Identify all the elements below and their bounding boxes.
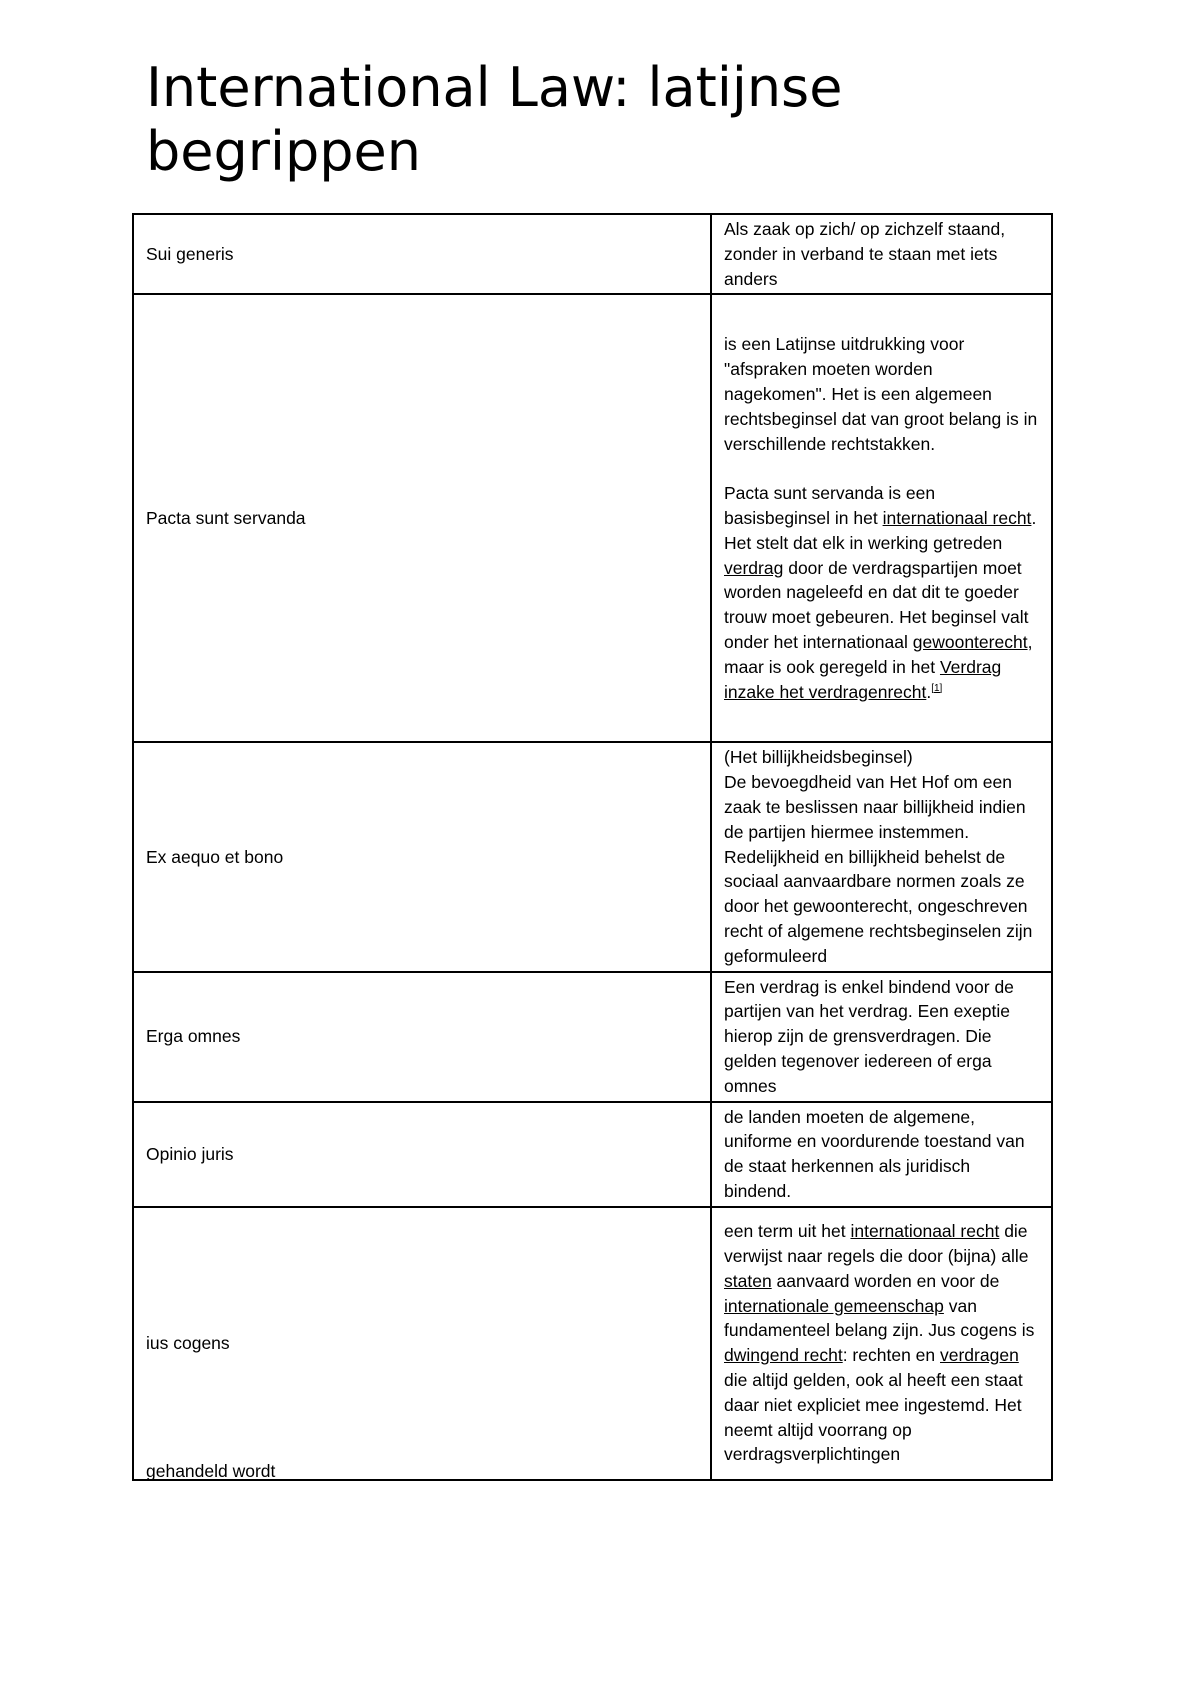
term-cell: Opinio juris [133,1102,711,1207]
trailing-text: gehandeld wordt [146,1461,276,1481]
table-row [133,294,1052,742]
text-fragment: aanvaard worden en voor de [771,1270,1000,1291]
link-staten[interactable]: staten [724,1270,772,1291]
definition-cell [711,1207,1052,1480]
text-fragment: die altijd gelden, ook al heeft een staat daar niet expliciet mee ingestemd. Het neemt altijd voorrang op verdragsverplichtingen [724,1370,1023,1465]
text-fragment: van fundamenteel belang zijn. Jus cogens is [724,1295,1035,1341]
link-internationaal-recht[interactable]: internationaal recht [850,1221,1000,1242]
text-fragment: : rechten en [842,1345,940,1366]
definition-text: de landen moeten de algemene, uniforme en voordurende toestand van de staat herkennen als juridisch bindend. [724,1106,1025,1201]
term-cell: Sui generis [133,214,711,294]
link-verdrag-inzake-het-verdragenrecht[interactable]: Verdrag inzake het verdragenrecht [724,656,1002,702]
text-fragment: die verwijst naar regels die door (bijna) alle [724,1221,1029,1267]
definition-text: (Het billijkheidsbeginsel) [724,747,913,768]
table-row [133,742,1052,971]
definition-text: Als zaak op zich/ op zichzelf staand, zonder in verband te staan met iets anders [724,219,1006,289]
term-cell: Pacta sunt servanda [133,294,711,742]
definition-cell [711,1102,1052,1207]
definition-text: is een Latijnse uitdrukking voor "afspraken moeten worden nagekomen". Het is een algemeen rechtsbeginsel dat van groot belang is in verschillende rechtstakken. [724,334,1038,454]
table-row [133,1207,1052,1480]
text-fragment: , maar is ook geregeld in het [724,631,1033,677]
text-fragment: een term uit het [724,1221,851,1242]
definition-text [724,1219,1039,1467]
link-verdragen[interactable]: verdragen [940,1345,1019,1366]
definition-cell [711,742,1052,971]
table-row [133,972,1052,1102]
definition-text: Een verdrag is enkel bindend voor de partijen van het verdrag. Een exeptie hierop zijn de grensverdragen. Die gelden tegenover iedereen of erga omnes [724,976,1014,1096]
text-fragment: . [926,681,932,702]
text-fragment: . Het stelt dat elk in werking getreden [724,507,1037,553]
link-verdrag[interactable]: verdrag [724,557,784,578]
term-cell: Ex aequo et bono [133,742,711,971]
term-cell: ius cogens [133,1207,711,1480]
definition-cell [711,214,1052,294]
latin-terms-table [132,213,1053,1481]
text-fragment: Pacta sunt servanda is een basisbeginsel in het [724,483,936,528]
text-fragment: door de verdragspartijen moet worden nageleefd en dat dit te goeder trouw moet gebeuren. Het beginsel valt onder het internationaal [724,557,1029,652]
definition-cell [711,972,1052,1102]
table-row [133,1102,1052,1207]
link-gewoonterecht[interactable]: gewoonterecht [912,631,1028,652]
definition-text [724,481,1039,704]
link-internationaal-recht[interactable]: internationaal recht [882,507,1032,528]
term-cell: Erga omnes [133,972,711,1102]
table-row [133,214,1052,294]
definition-text: De bevoegdheid van Het Hof om een zaak te beslissen naar billijkheid indien de partijen hiermee instemmen. Redelijkheid en billijkheid behelst de sociaal aanvaardbare normen zoals ze door het gewoonterecht, ongeschreven recht of algemene rechtsbeginselen zijn geformuleerd [724,772,1033,966]
link-internationale-gemeenschap[interactable]: internationale gemeenschap [724,1295,944,1316]
link-dwingend-recht[interactable]: dwingend recht [724,1345,843,1366]
footnote-link[interactable]: [1] [931,682,943,694]
document-title: International Law: latijnse begrippen [146,56,843,183]
definition-cell [711,294,1052,742]
